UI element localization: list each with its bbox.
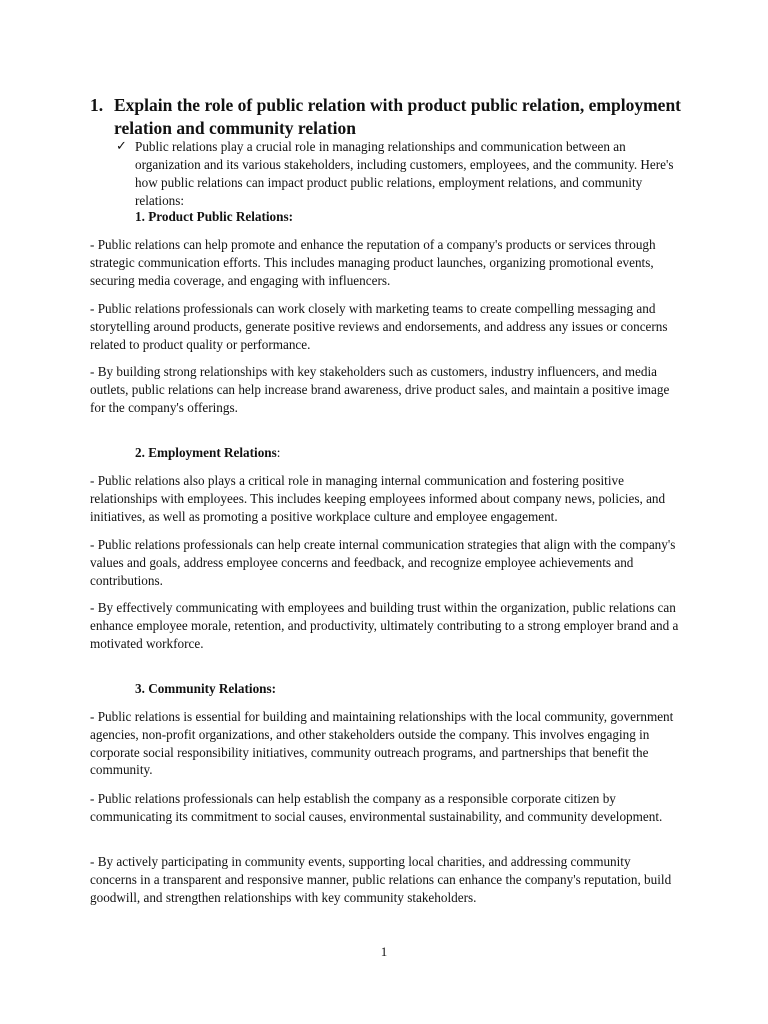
page-number: 1 [380, 944, 388, 959]
section-title-community: 3. Community Relations: [135, 681, 277, 696]
section-title-employment [135, 444, 280, 462]
question-heading [90, 94, 710, 140]
paragraph: - Public relations also plays a critical role in managing internal communication and fostering positive relationships with employees. This includes keeping employees informed about company news, policies, and initiatives, as well as promoting a positive workplace culture and employee engagement. [90, 473, 666, 524]
paragraph: - Public relations professionals can work closely with marketing teams to create compelling messaging and storytelling around products, generate positive reviews and endorsements, and address any issues or concerns related to product quality or performance. [90, 301, 668, 352]
paragraph: - Public relations professionals can help create internal communication strategies that align with the company's values and goals, address employee concerns and feedback, and recognize employee achievements and contributions. [90, 537, 676, 588]
paragraph: - By effectively communicating with employees and building trust within the organization, public relations can enhance employee morale, retention, and productivity, ultimately contributing to a strong employer brand and a motivated workforce. [90, 600, 679, 651]
paragraph: - By actively participating in community events, supporting local charities, and addressing community concerns in a transparent and responsive manner, public relations can enhance the company's reputation, build goodwill, and strengthen relationships with key community stakeholders. [90, 854, 672, 905]
intro-text: Public relations play a crucial role in managing relationships and communication between an organization and its various stakeholders, including customers, employees, and the community. Here's how public relations can impact product public relations, employment relations, and community relations: [135, 139, 674, 208]
paragraph: - Public relations professionals can help establish the company as a responsible corporate citizen by communicating its commitment to social causes, environmental sustainability, and community development. [90, 791, 663, 824]
section-title-product: 1. Product Public Relations: [135, 209, 294, 224]
heading-number: 1. [90, 95, 104, 115]
paragraph: - Public relations is essential for building and maintaining relationships with the local community, government agencies, non-profit organizations, and other stakeholders outside the company. This involves engaging in corporate social responsibility initiatives, community outreach programs, and partnerships that benefit the community. [90, 709, 674, 778]
section-title-text: 2. Employment Relations [135, 445, 277, 460]
paragraph: - By building strong relationships with key stakeholders such as customers, industry influencers, and media outlets, public relations can help increase brand awareness, drive product sales, and maintain a positive image for the company's offerings. [90, 364, 670, 415]
intro-bullet [116, 138, 676, 210]
check-mark-icon: ✓ [116, 139, 127, 154]
heading-text: Explain the role of public relation with product public relation, employment relation and community relation [114, 95, 682, 138]
section-title-colon: : [276, 445, 281, 460]
paragraph: - Public relations can help promote and enhance the reputation of a company's products or services through strategic communication efforts. This includes managing product launches, organizing promotional events, securing media coverage, and engaging with influencers. [90, 237, 656, 288]
